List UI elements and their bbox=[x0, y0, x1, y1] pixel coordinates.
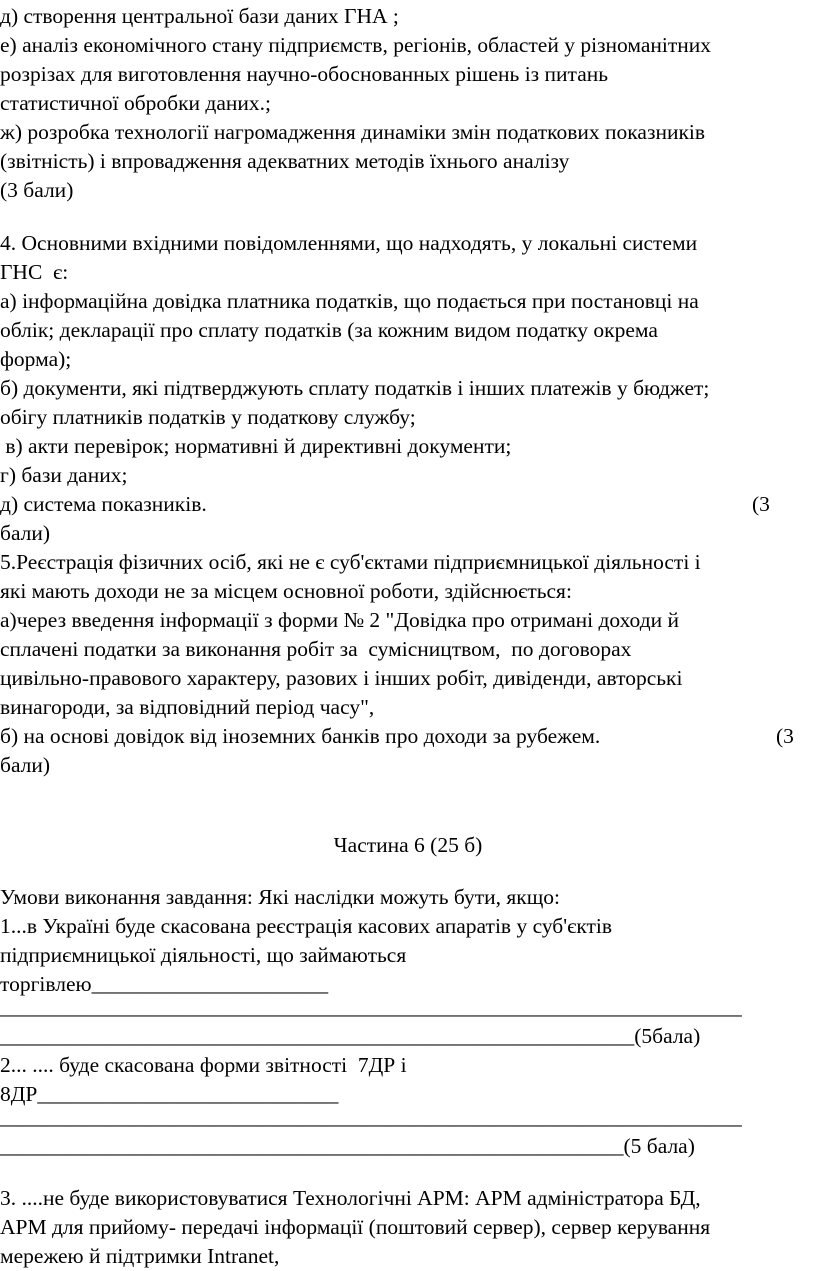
score-3-b: (3 bbox=[776, 724, 794, 748]
line-33: 3. ....не буде використовуватися Технологічні АРМ: АРМ адміністратора БД, bbox=[0, 1186, 701, 1210]
line-7: (3 бали) bbox=[0, 178, 74, 202]
line-20: які мають доходи не за місцем основної роботи, здійснюється: bbox=[0, 579, 572, 603]
line-23: цивільно-правового характеру, разових і інших робіт, дивіденди, авторські bbox=[0, 666, 683, 690]
line-21: а)через введення інформації з форми № 2 "Довідка про отримані доходи й bbox=[0, 608, 680, 632]
line-26: бали) bbox=[0, 753, 51, 777]
answer-line-1: _____________________________________________________________________ bbox=[0, 995, 742, 1019]
line-15: в) акти перевірок; нормативні й директивні документи; bbox=[0, 434, 512, 458]
line-24: винагороди, за відповідний період часу", bbox=[0, 695, 375, 719]
score-3-a: (3 bbox=[752, 492, 770, 516]
line-12: форма); bbox=[0, 347, 72, 371]
line-2: е) аналіз економічного стану підприємств, регіонів, областей у різноманітних bbox=[0, 33, 712, 57]
line-10: а) інформаційна довідка платника податків, що подається при постановці на bbox=[0, 289, 699, 313]
answer-line-3: _____________________________________________________________________ bbox=[0, 1105, 742, 1129]
line-5: ж) розробка технології нагромадження динаміки змін податкових показників bbox=[0, 120, 706, 144]
line-34: АРМ для прийому- передачі інформації (поштовий сервер), сервер керування bbox=[0, 1215, 711, 1239]
line-9: ГНС є: bbox=[0, 260, 69, 284]
line-25: б) на основі довідок від іноземних банків про доходи за рубежем. bbox=[0, 724, 601, 748]
line-1: д) створення центральної бази даних ГНА ; bbox=[0, 4, 399, 28]
line-31: 2... .... буде скасована форми звітності 7ДР і bbox=[0, 1053, 407, 1077]
line-17: д) система показників. bbox=[0, 492, 207, 516]
line-18: бали) bbox=[0, 521, 51, 545]
line-4: статистичної обробки даних.; bbox=[0, 91, 271, 115]
line-22: сплачені податки за виконання робіт за сумісництвом, по договорах bbox=[0, 637, 632, 661]
line-13: б) документи, які підтверджують сплату податків і інших платежів у бюджет; bbox=[0, 376, 710, 400]
answer-line-2: ___________________________________________________________(5бала) bbox=[0, 1024, 701, 1048]
answer-line-4: __________________________________________________________(5 бала) bbox=[0, 1134, 695, 1158]
line-6: (звітність) і впровадження адекватних методів їхнього аналізу bbox=[0, 149, 570, 173]
line-16: г) бази даних; bbox=[0, 463, 128, 487]
line-28: 1...в Україні буде скасована реєстрація касових апаратів у суб'єктів bbox=[0, 914, 613, 938]
section-title: Частина 6 (25 б) bbox=[333, 833, 483, 857]
line-11: облік; декларації про сплату податків (за кожним видом податку окрема bbox=[0, 318, 658, 342]
line-29: підприємницької діяльності, що займаються bbox=[0, 943, 407, 967]
line-30: торгівлею______________________ bbox=[0, 972, 329, 996]
line-3: розрізах для виготовлення научно-обоснованных рішень із питань bbox=[0, 62, 609, 86]
line-19: 5.Реєстрація фізичних осіб, які не є суб'єктами підприємницької діяльності і bbox=[0, 550, 701, 574]
line-35: мережею й підтримки Intranet, bbox=[0, 1244, 280, 1268]
line-32: 8ДР____________________________ bbox=[0, 1082, 339, 1106]
line-8: 4. Основними вхідними повідомленнями, що надходять, у локальні системи bbox=[0, 231, 698, 255]
line-27: Умови виконання завдання: Які наслідки можуть бути, якщо: bbox=[0, 885, 561, 909]
line-14: обігу платників податків у податкову службу; bbox=[0, 405, 416, 429]
